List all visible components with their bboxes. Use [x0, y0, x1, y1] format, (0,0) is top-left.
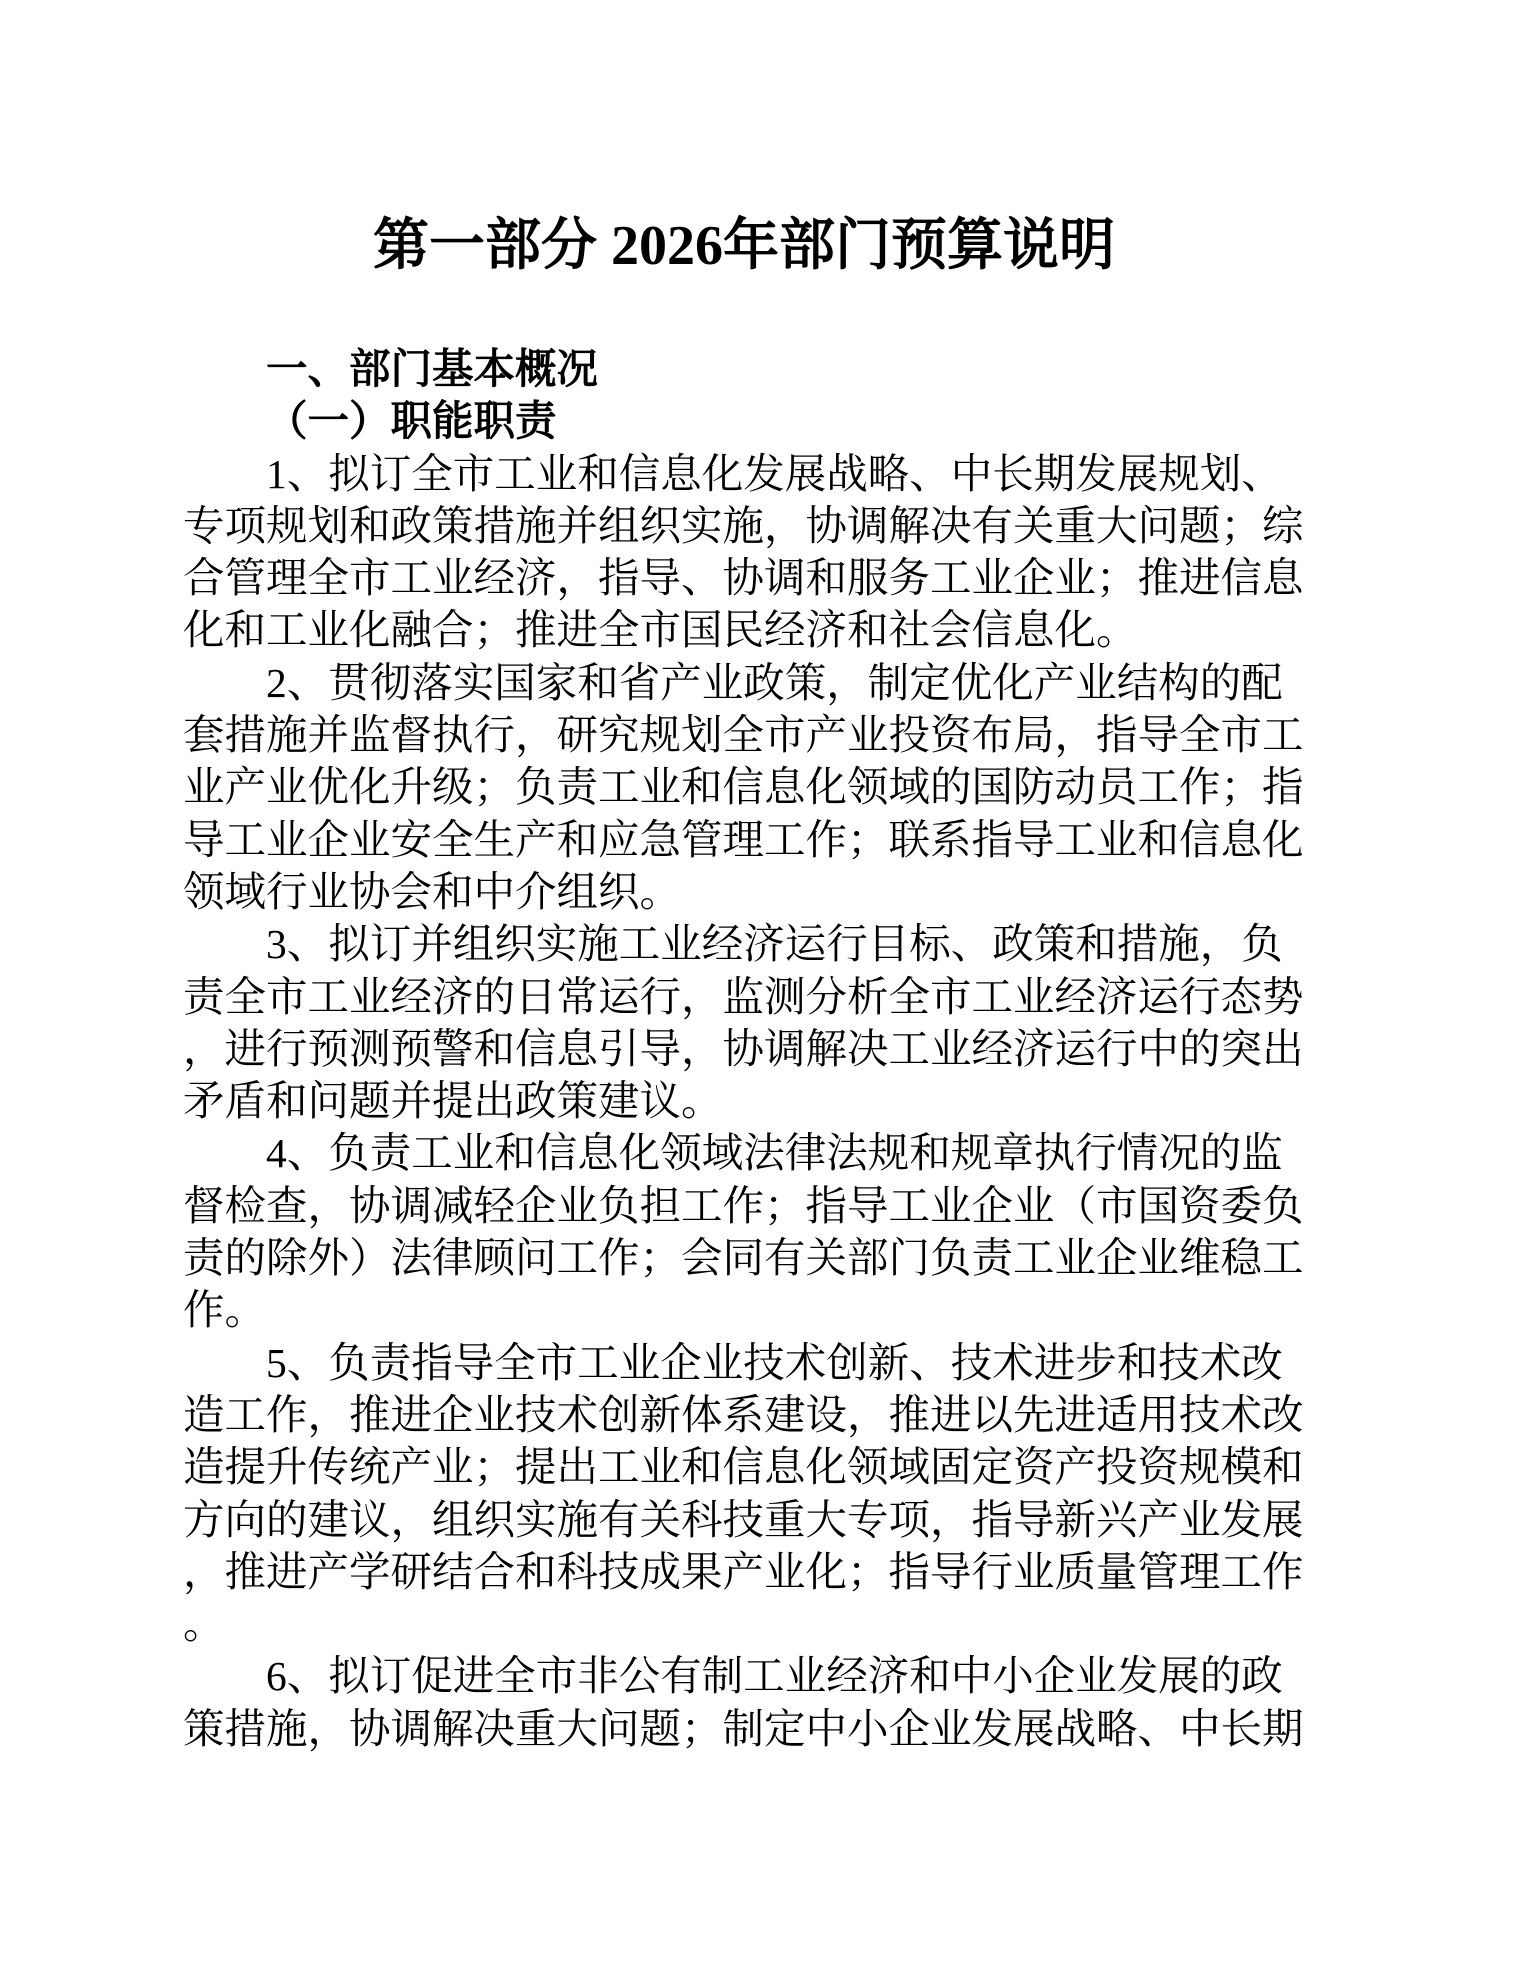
text-line: 合管理全市工业经济，指导、协调和服务工业企业；推进信息 [183, 555, 1304, 602]
document-content [183, 215, 1305, 1755]
paragraph [183, 918, 1305, 1127]
text-line: 。 [183, 1601, 225, 1648]
paragraph [183, 657, 1305, 918]
subsection-heading: （一）职能职责 [266, 398, 557, 445]
text-line: 作。 [183, 1287, 267, 1334]
text-line: 领域行业协会和中介组织。 [183, 868, 682, 915]
text-line: 导工业企业安全生产和应急管理工作；联系指导工业和信息化 [183, 816, 1304, 863]
paragraphs-container [183, 448, 1305, 1755]
text-line: 3、拟订并组织实施工业经济运行目标、政策和措施，负 [266, 921, 1283, 968]
text-line: 策措施，协调解决重大问题；制定中小企业发展战略、中长期 [183, 1705, 1304, 1752]
text-line: 造提升传统产业；提出工业和信息化领域固定资产投资规模和 [183, 1444, 1304, 1491]
paragraph [183, 448, 1305, 657]
text-line: 造工作，推进企业技术创新体系建设，推进以先进适用技术改 [183, 1391, 1304, 1438]
text-line: 责全市工业经济的日常运行，监测分析全市工业经济运行态势 [183, 973, 1304, 1020]
text-line: 1、拟订全市工业和信息化发展战略、中长期发展规划、 [266, 450, 1283, 497]
text-line: 4、负责工业和信息化领域法律法规和规章执行情况的监 [266, 1130, 1283, 1177]
text-line: 矛盾和问题并提出政策建议。 [183, 1078, 723, 1125]
text-line: 业产业优化升级；负责工业和信息化领域的国防动员工作；指 [183, 764, 1304, 811]
text-line: 责的除外）法律顾问工作；会同有关部门负责工业企业维稳工 [183, 1235, 1304, 1282]
text-line: 6、拟订促进全市非公有制工业经济和中小企业发展的政 [266, 1653, 1283, 1700]
section-heading: 一、部门基本概况 [266, 346, 599, 392]
text-line: 5、负责指导全市工业企业技术创新、技术进步和技术改 [266, 1339, 1283, 1386]
text-line: 套措施并监督执行，研究规划全市产业投资布局，指导全市工 [183, 712, 1304, 759]
paragraph [183, 1127, 1305, 1336]
text-line: 方向的建议，组织实施有关科技重大专项，指导新兴产业发展 [183, 1496, 1304, 1543]
document-title: 第一部分 2026年部门预算说明 [373, 215, 1115, 277]
paragraph [183, 1650, 1305, 1755]
text-line: 督检查，协调减轻企业负担工作；指导工业企业（市国资委负 [183, 1182, 1304, 1229]
text-line: ，推进产学研结合和科技成果产业化；指导行业质量管理工作 [183, 1548, 1304, 1595]
paragraph [183, 1337, 1305, 1651]
text-line: 2、贯彻落实国家和省产业政策，制定优化产业结构的配 [266, 659, 1283, 706]
text-line: 专项规划和政策措施并组织实施，协调解决有关重大问题；综 [183, 502, 1304, 549]
text-line: ，进行预测预警和信息引导，协调解决工业经济运行中的突出 [183, 1025, 1304, 1072]
text-line: 化和工业化融合；推进全市国民经济和社会信息化。 [183, 607, 1138, 654]
